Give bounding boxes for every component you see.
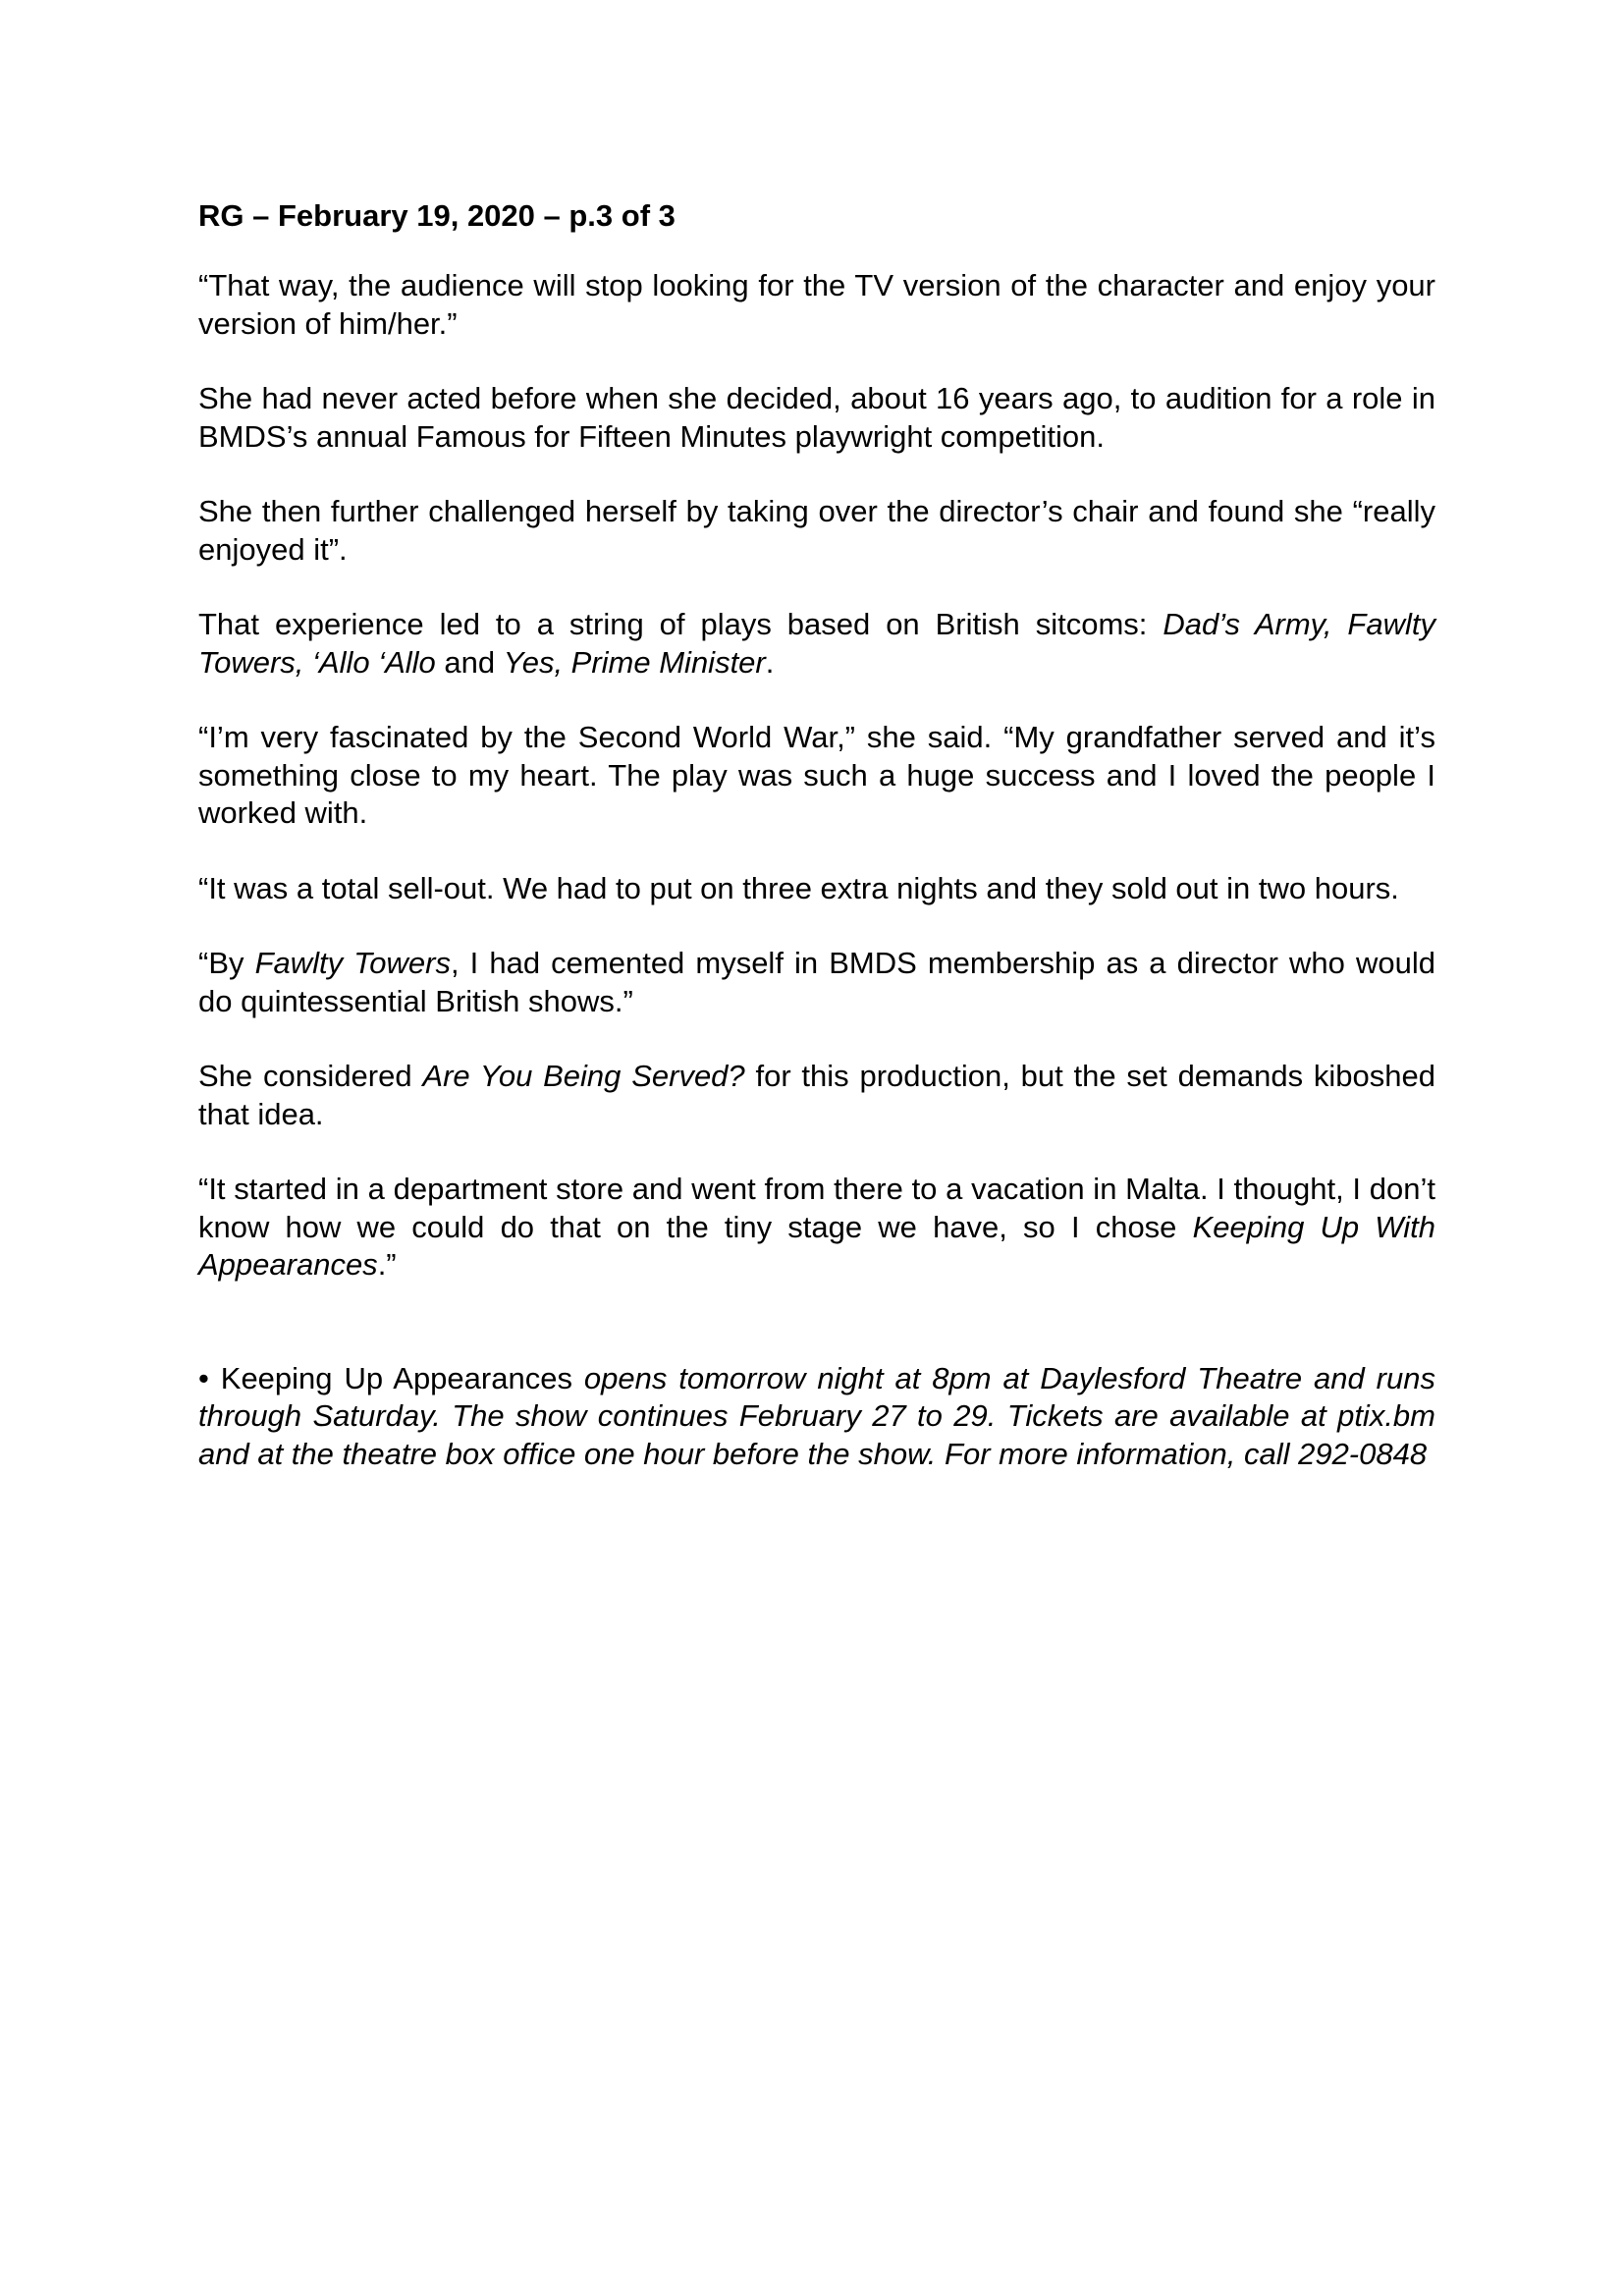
text-run: and: [435, 644, 504, 680]
paragraph: [198, 719, 1435, 833]
paragraph: [198, 380, 1435, 456]
text-run: “It started in a department store and went from there to a vacation in Malta. I thought, I don’t know how we could do that on the tiny stage we have, so I chose: [198, 1172, 1435, 1244]
italic-text: Fawlty Towers: [254, 946, 451, 980]
italic-text: opens tomorrow night at 8pm at Daylesford Theatre and runs through Saturday. The show continues February 27 to 29. Tickets are available at ptix.bm and at the theatre box office one hour before the show. For more information, call 292-0848: [198, 1360, 1435, 1471]
italic-text: Dad’s Army, Fawlty Towers, ‘Allo ‘Allo: [198, 607, 1435, 680]
page-header: RG – February 19, 2020 – p.3 of 3: [198, 198, 676, 233]
text-run: .: [765, 644, 775, 680]
italic-text: Keeping Up With Appearances: [198, 1209, 1435, 1282]
paragraph: [198, 267, 1435, 343]
paragraph: [198, 606, 1435, 682]
event-info: [198, 1360, 1435, 1474]
paragraph: [198, 1171, 1435, 1285]
text-run: for this production, but the set demands kiboshed that idea.: [198, 1059, 1435, 1131]
text-run: “That way, the audience will stop looking for the TV version of the character and enjoy your version of him/her.”: [198, 268, 1435, 341]
text-run: “It was a total sell-out. We had to put on three extra nights and they sold out in two hours.: [198, 870, 1399, 905]
text-run: , I had cemented myself in BMDS membership as a director who would do quintessential British shows.”: [198, 946, 1435, 1018]
paragraph: [198, 493, 1435, 569]
article-body: [198, 267, 1435, 1285]
text-run: She considered: [198, 1059, 423, 1093]
document-page: [198, 196, 1435, 1473]
text-run: She had never acted before when she decided, about 16 years ago, to audition for a role in BMDS’s annual Famous for Fifteen Minutes playwright competition.: [198, 381, 1435, 454]
section-gap: [198, 1322, 1435, 1360]
italic-text: Yes, Prime Minister: [503, 644, 766, 680]
text-run: That experience led to a string of plays based on British sitcoms:: [198, 607, 1163, 641]
text-run: .”: [377, 1247, 397, 1282]
italic-text: Are You Being Served?: [422, 1059, 745, 1093]
text-run: • Keeping Up Appearances: [198, 1360, 584, 1395]
text-run: She then further challenged herself by taking over the director’s chair and found she “really enjoyed it”.: [198, 494, 1435, 567]
paragraph: [198, 945, 1435, 1020]
paragraph: [198, 870, 1435, 908]
text-run: “By: [198, 946, 255, 980]
paragraph: [198, 1058, 1435, 1133]
text-run: “I’m very fascinated by the Second World War,” she said. “My grandfather served and it’s something close to my heart. The play was such a huge success and I loved the people I worked with.: [198, 720, 1435, 830]
